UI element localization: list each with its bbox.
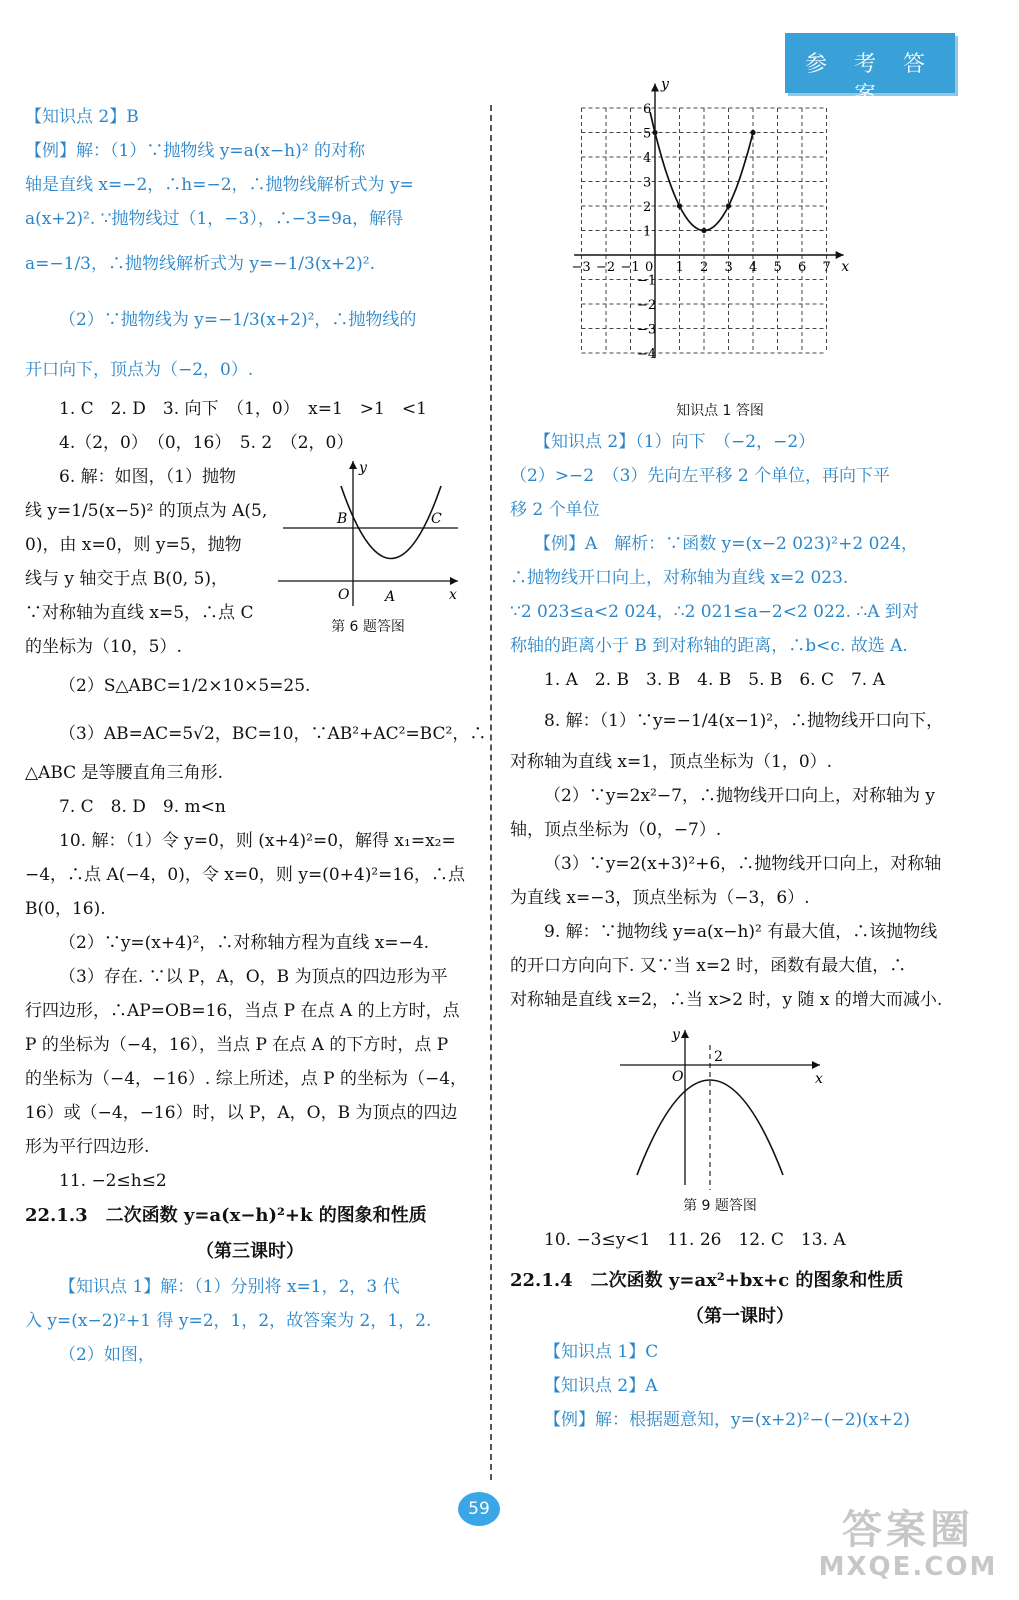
text-line: 称轴的距离小于 B 到对称轴的距离，∴b<c. 故选 A. — [510, 636, 908, 656]
text-line: 线 y=1/5(x−5)² 的顶点为 A(5, — [25, 501, 268, 521]
text-line: 开口向下，顶点为（−2，0）. — [25, 360, 254, 380]
text-line: ∵2 023≤a<2 024，∴2 021≤a−2<2 022. ∴A 到对 — [510, 602, 919, 622]
plot-point — [677, 203, 682, 208]
label-y: y — [359, 460, 367, 476]
text-line: （2）∵y=2x²−7，∴抛物线开口向上，对称轴为 y — [544, 786, 935, 806]
text-line: a(x+2)². ∵抛物线过（1，−3），∴−3=9a，解得 — [25, 209, 404, 229]
text-line: 行四边形，∴AP=OB=16，当点 P 在点 A 的上方时，点 — [25, 1001, 460, 1021]
section-subheading: （第三课时） — [196, 1241, 304, 1262]
x-tick-label: 5 — [773, 260, 782, 275]
text-line: ∵对称轴为直线 x=5，∴点 C — [25, 603, 254, 623]
text-line: 【例】A 解析：∵函数 y=(x−2 023)²+2 024， — [534, 534, 919, 554]
text-line: （2）S△ABC=1/2×10×5=25. — [59, 676, 311, 696]
text-line: 9. 解：∵抛物线 y=a(x−h)² 有最大值，∴该抛物线 — [544, 922, 938, 942]
left-column — [25, 100, 487, 1372]
text-line: （2）>−2 （3）先向左平移 2 个单位，再向下平 — [510, 466, 891, 486]
text-line: 移 2 个单位 — [510, 500, 600, 520]
text-line: 0)，由 x=0，则 y=5，抛物 — [25, 535, 242, 555]
x-tick-label: 2 — [700, 260, 709, 275]
label-x: x — [841, 259, 850, 275]
y-tick-label: −3 — [637, 322, 657, 338]
figure-6-caption: 第 6 题答图 — [331, 619, 405, 635]
text-line: 形为平行四边形. — [25, 1137, 150, 1157]
text-line: 【例】解：根据题意知，y=(x+2)²−(−2)(x+2) — [544, 1410, 911, 1430]
figure-9-graph — [615, 1025, 835, 1195]
text-line: ∴抛物线开口向上，对称轴为直线 x=2 023. — [510, 568, 849, 588]
text-line: 对称轴是直线 x=2，∴当 x>2 时，y 随 x 的增大而减小. — [510, 990, 943, 1010]
label-o: O — [672, 1069, 684, 1085]
label-x: x — [449, 587, 457, 603]
y-tick-label: −1 — [637, 273, 657, 289]
label-y: y — [672, 1027, 680, 1043]
text-line: 【知识点 2】（1）向下 （−2，−2） — [534, 432, 816, 452]
plot-point — [701, 228, 706, 233]
answer-key-tag — [785, 33, 955, 108]
text-line: 7. C 8. D 9. m<n — [59, 797, 226, 817]
question-6-block — [25, 460, 475, 660]
x-tick-label: 3 — [724, 260, 733, 275]
text-line: （3）∵y=2(x+3)²+6，∴抛物线开口向上，对称轴 — [544, 854, 942, 874]
figure-6 — [273, 456, 463, 636]
y-tick-label: −2 — [637, 298, 657, 313]
y-tick-label: 5 — [643, 126, 652, 142]
text-line: 10. 解：（1）令 y=0，则 (x+4)²=0，解得 x₁=x₂= — [59, 831, 456, 851]
answer-key-label: 参 考 答 案 — [805, 52, 935, 108]
y-axis-arrow — [651, 84, 659, 92]
section-heading: 22.1.3 二次函数 y=a(x−h)²+k 的图象和性质 — [25, 1205, 427, 1226]
y-tick-label: 6 — [643, 102, 652, 117]
text-line: 【知识点 1】C — [544, 1342, 659, 1362]
text-line: 10. −3≤y<1 11. 26 12. C 13. A — [544, 1230, 846, 1250]
text-line: P 的坐标为（−4，16），当点 P 在点 A 的下方时，点 P — [25, 1035, 449, 1055]
text-line: 16）或（−4，−16）时，以 P，A，O，B 为顶点的四边 — [25, 1103, 458, 1123]
label-o: O — [338, 587, 350, 603]
text-line: 8. 解：（1）∵y=−1/4(x−1)²，∴抛物线开口向下， — [544, 711, 944, 731]
y-tick-label: −4 — [637, 347, 657, 362]
text-line: 1. A 2. B 3. B 4. B 5. B 6. C 7. A — [544, 670, 885, 690]
label-b: B — [337, 511, 348, 527]
text-line: 【知识点 1】解：（1）分别将 x=1，2，3 代 — [59, 1277, 400, 1297]
text-line: 入 y=(x−2)²+1 得 y=2，1，2，故答案为 2，1，2. — [25, 1311, 432, 1331]
x-tick-label: 7 — [822, 260, 831, 275]
column-divider — [490, 105, 492, 1480]
x-tick-label: 0 — [645, 260, 654, 275]
text-line: 11. −2≤h≤2 — [59, 1171, 167, 1191]
label-c: C — [431, 511, 442, 527]
figure-9 — [510, 1017, 970, 1217]
text-line: （3）AB=AC=5√2，BC=10，∵AB²+AC²=BC²，∴ — [59, 724, 487, 744]
text-line: （3）存在. ∵以 P，A，O，B 为顶点的四边形为平 — [59, 967, 448, 987]
x-tick-label: 1 — [675, 260, 684, 275]
text-line: 对称轴为直线 x=1，顶点坐标为（1，0）. — [510, 752, 833, 772]
y-tick-label: 2 — [643, 200, 652, 215]
figure-9-caption: 第 9 题答图 — [683, 1198, 757, 1214]
text-line: 轴是直线 x=−2，∴h=−2，∴抛物线解析式为 y= — [25, 175, 414, 195]
label-a: A — [385, 589, 396, 605]
watermark — [808, 1508, 1008, 1588]
parabola — [650, 112, 753, 231]
text-line: 的坐标为（10，5）. — [25, 637, 182, 657]
page-number: 59 — [458, 1492, 500, 1526]
parabola — [341, 486, 441, 559]
plot-point — [726, 203, 731, 208]
x-tick-label: −3 — [571, 260, 591, 275]
x-axis-arrow — [836, 251, 844, 259]
text-line: 【例】解：（1）∵抛物线 y=a(x−h)² 的对称 — [25, 141, 365, 161]
figure-knowledge-1-caption: 知识点 1 答图 — [676, 403, 764, 419]
text-line: 【知识点 2】A — [544, 1376, 658, 1396]
text-line: 轴，顶点坐标为（0，−7）. — [510, 820, 722, 840]
text-line: 线与 y 轴交于点 B(0, 5)， — [25, 569, 229, 589]
text-line: 为直线 x=−3，顶点坐标为（−3，6）. — [510, 888, 810, 908]
text-line: 6. 解：如图，（1）抛物 — [59, 467, 236, 487]
plot-point — [652, 130, 657, 135]
y-tick-label: 3 — [643, 175, 652, 191]
section-heading: 22.1.4 二次函数 y=ax²+bx+c 的图象和性质 — [510, 1270, 904, 1291]
y-tick-label: 1 — [643, 224, 652, 240]
label-2: 2 — [714, 1049, 723, 1065]
watermark-line-2: MXQE.COM — [818, 1552, 998, 1582]
text-line: （2）如图， — [59, 1345, 155, 1365]
text-line: 【知识点 2】B — [25, 107, 139, 127]
text-line: （2）∵抛物线为 y=−1/3(x+2)²，∴抛物线的 — [59, 310, 417, 330]
text-line: a=−1/3，∴抛物线解析式为 y=−1/3(x+2)². — [25, 254, 375, 274]
text-line: 1. C 2. D 3. 向下 （1，0） x=1 >1 <1 — [59, 399, 427, 419]
text-line: △ABC 是等腰直角三角形. — [25, 763, 223, 783]
y-tick-label: 4 — [643, 151, 652, 166]
figure-6-graph — [273, 456, 463, 616]
x-tick-label: −2 — [596, 260, 616, 275]
text-line: 4.（2，0） （0，16） 5. 2 （2，0） — [59, 433, 354, 453]
label-x: x — [815, 1071, 823, 1087]
knowledge-1-graph — [570, 76, 870, 405]
watermark-line-1: 答案圈 — [842, 1507, 974, 1553]
x-tick-label: 4 — [749, 260, 758, 275]
text-line: −4，∴点 A(−4，0)，令 x=0，则 y=(0+4)²=16，∴点 — [25, 865, 466, 885]
x-tick-label: −1 — [620, 260, 640, 275]
text-line: 的开口方向向下. 又∵当 x=2 时，函数有最大值，∴ — [510, 956, 907, 976]
section-subheading: （第一课时） — [686, 1306, 794, 1327]
x-tick-label: 6 — [798, 260, 807, 275]
text-line: 的坐标为（−4，−16）. 综上所述，点 P 的坐标为（−4， — [25, 1069, 468, 1089]
label-y: y — [661, 76, 669, 93]
text-line: （2）∵y=(x+4)²，∴对称轴方程为直线 x=−4. — [59, 933, 430, 953]
plot-point — [750, 130, 755, 135]
text-line: B(0，16). — [25, 899, 106, 919]
